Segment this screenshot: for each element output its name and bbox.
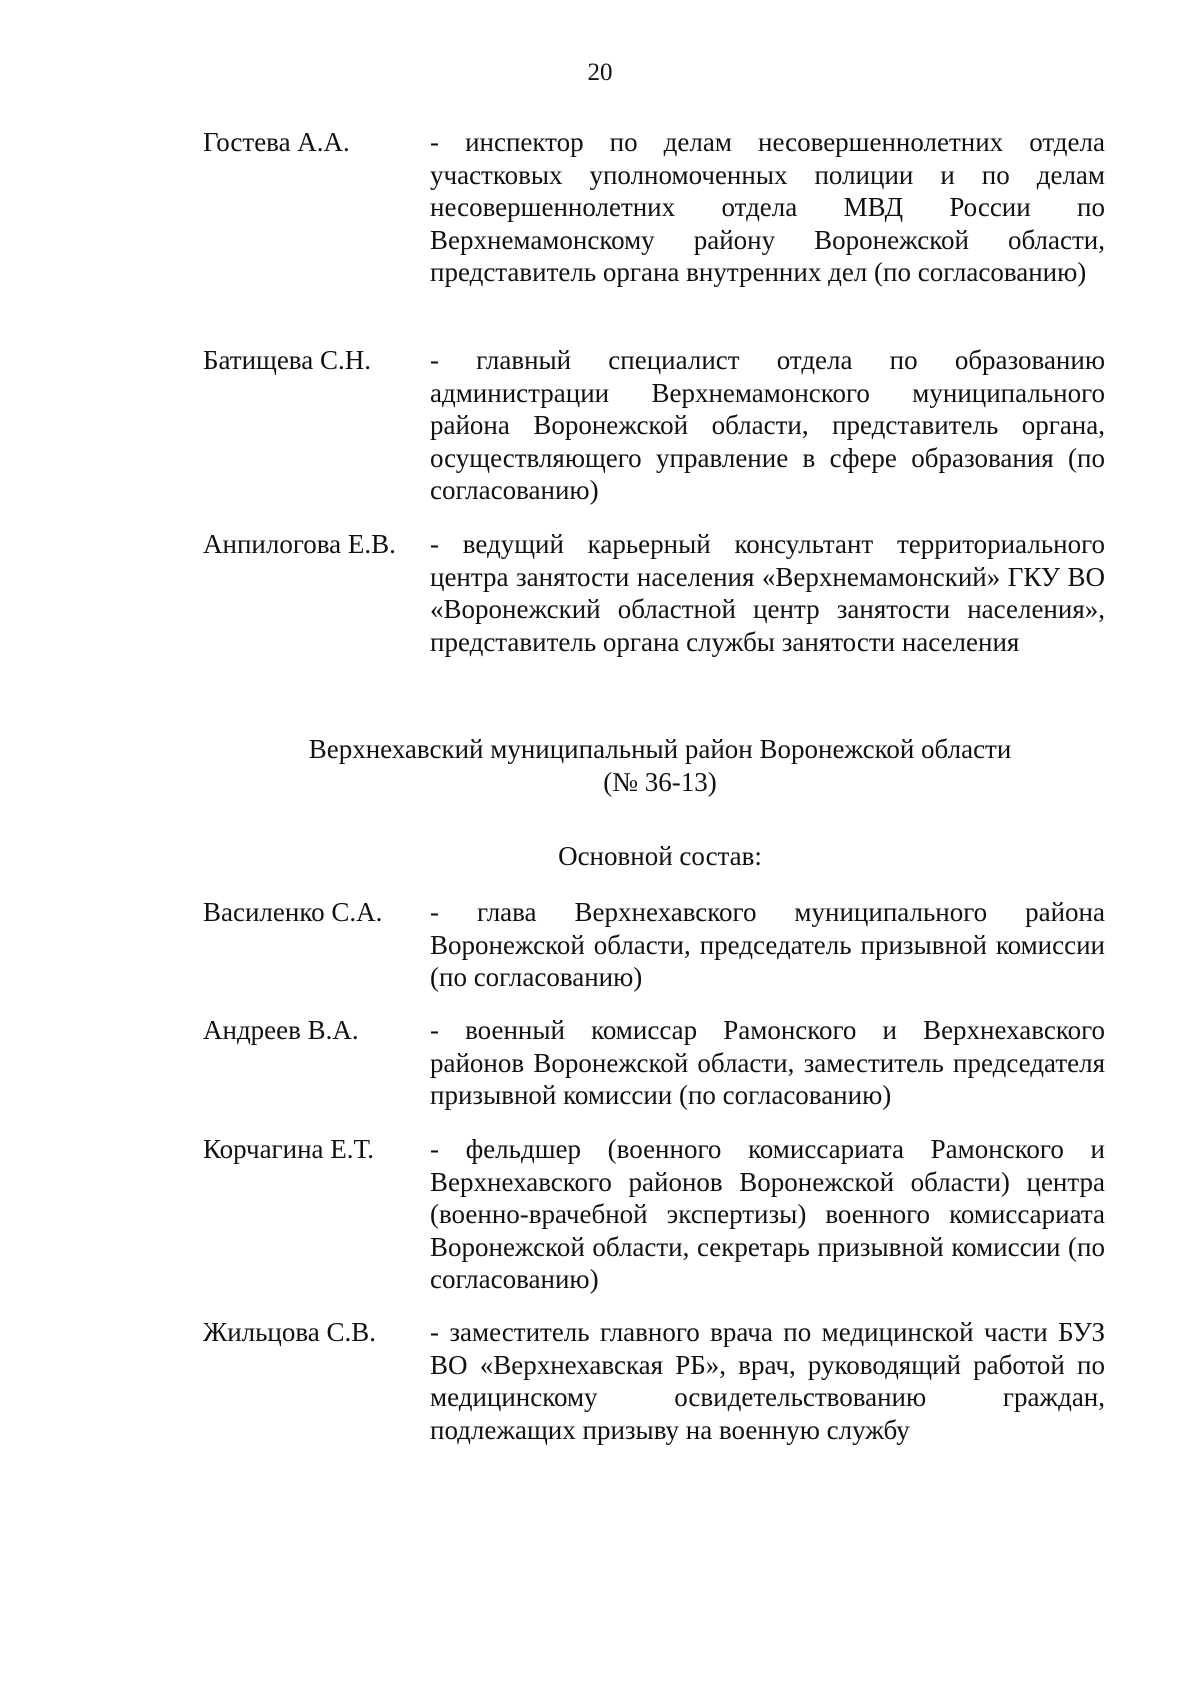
member-entry: [203, 126, 1105, 289]
member-name: Жильцова С.В.: [203, 1317, 377, 1347]
member-description: - ведущий карьерный консультант территориального центра занятости населения «Верхнемамонский» ГКУ ВО «Воронежский областной центр занятости населения», представитель органа службы занятости населения: [430, 529, 1105, 657]
page-number: 20: [587, 59, 613, 86]
member-name: Батищева С.Н.: [203, 345, 371, 375]
member-entry: [203, 528, 1105, 658]
member-name: Корчагина Е.Т.: [203, 1134, 375, 1164]
member-description: - глава Верхнехавского муниципального района Воронежской области, председатель призывной комиссии (по согласованию): [430, 897, 1105, 992]
member-description: - заместитель главного врача по медицинской части БУЗ ВО «Верхнехавская РБ», врач, руководящий работой по медицинскому освидетельствованию граждан, подлежащих призыву на военную службу: [430, 1317, 1105, 1445]
composition-label: Основной состав:: [558, 841, 762, 871]
member-name: Гостева А.А.: [203, 127, 350, 157]
member-name: Андреев В.А.: [203, 1015, 359, 1045]
member-name: Анпилогова Е.В.: [203, 529, 396, 559]
member-description: - инспектор по делам несовершеннолетних отдела участковых уполномоченных полиции и по делам несовершеннолетних отдела МВД России по Верхнемамонскому району Воронежской области, представитель органа внутренних дел (по согласованию): [430, 127, 1105, 287]
member-entry: [203, 1133, 1105, 1296]
member-name: Василенко С.А.: [203, 897, 383, 927]
district-number: (№ 36-13): [603, 767, 717, 797]
district-title: Верхнехавский муниципальный район Воронежской области: [308, 734, 1012, 764]
member-description: - фельдшер (военного комиссариата Рамонского и Верхнехавского районов Воронежской области) центра (военно-врачебной экспертизы) военного комиссариата Воронежской области, секретарь призывной комиссии (по согласованию): [430, 1134, 1105, 1294]
member-description: - военный комиссар Рамонского и Верхнехавского районов Воронежской области, заместитель председателя призывной комиссии (по согласованию): [430, 1015, 1105, 1110]
member-entry: [203, 1316, 1105, 1446]
member-entry: [203, 896, 1105, 994]
member-entry: [203, 1014, 1105, 1112]
member-entry: [203, 344, 1105, 507]
member-description: - главный специалист отдела по образованию администрации Верхнемамонского муниципального района Воронежской области, представитель органа, осуществляющего управление в сфере образования (по согласованию): [430, 345, 1105, 505]
